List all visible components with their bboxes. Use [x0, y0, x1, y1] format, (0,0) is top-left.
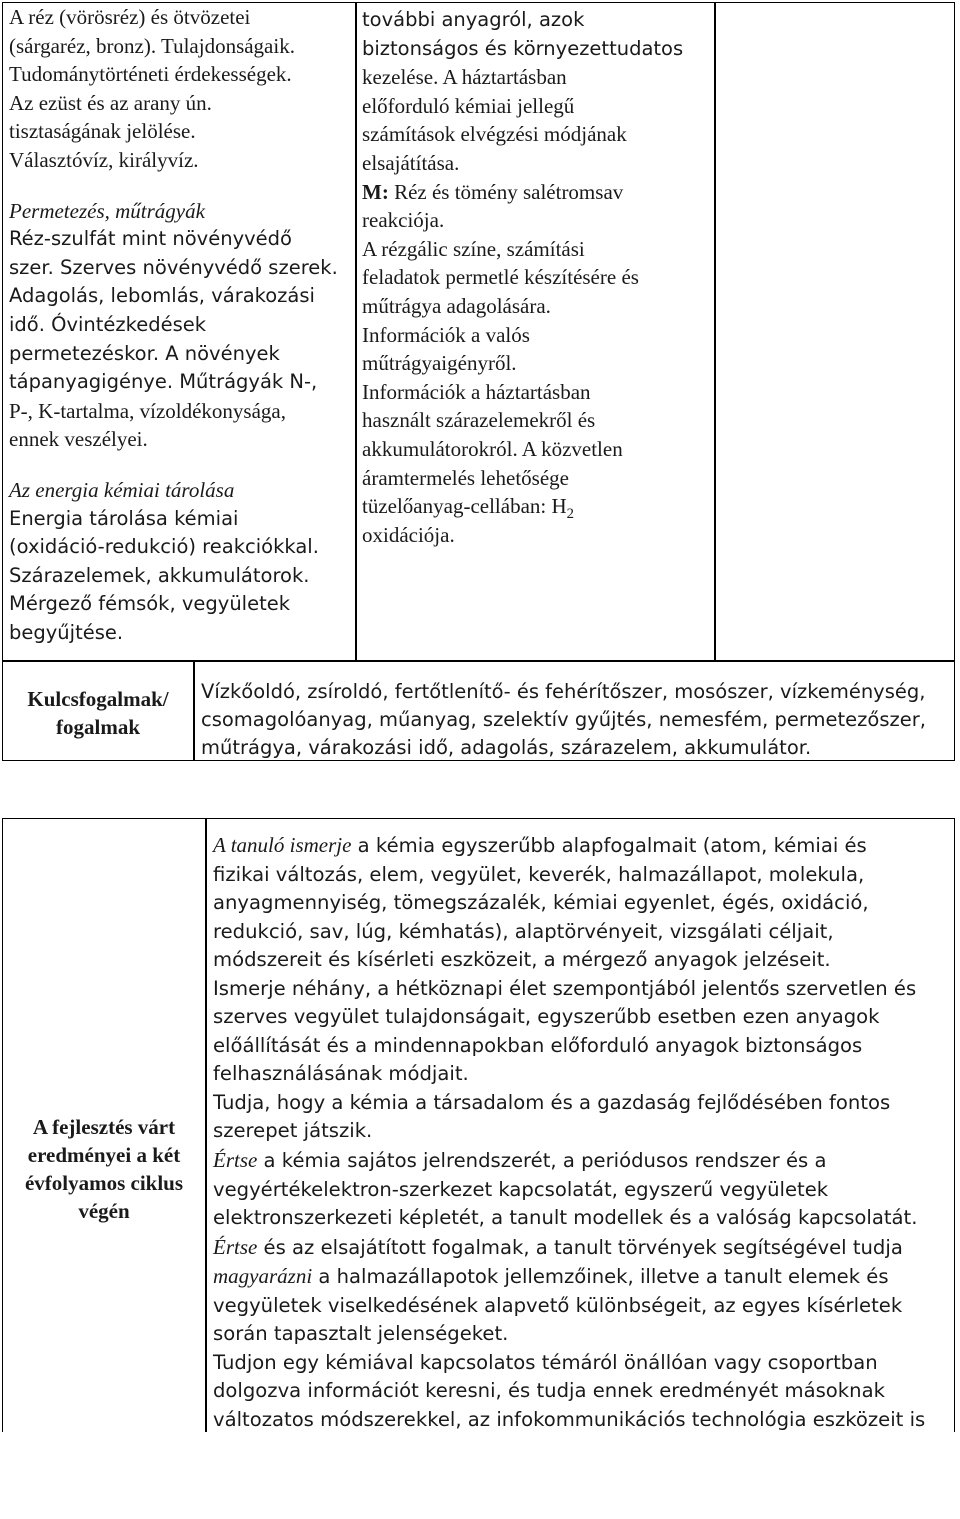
text-line: idő. Óvintézkedések — [9, 312, 207, 336]
emphasis: A tanuló ismerje — [213, 833, 352, 857]
fuel-cell-line — [362, 492, 707, 521]
text-line: P-, K-tartalma, vízoldékonysága, — [9, 398, 286, 423]
text-line: Tudja, hogy a kémia a társadalom és a gazdaság fejlődésében fontos — [213, 1090, 891, 1114]
text-line: redukció, sav, lúg, kémhatás), alaptörvényeit, vizsgálati céljait, — [213, 919, 834, 943]
topics-column — [9, 3, 355, 647]
text-span: a kémia sajátos jelrendszerét, a periódusos rendszer és a — [257, 1149, 827, 1173]
text-line — [213, 1233, 948, 1263]
text-line: (oxidáció-redukció) reakciókkal. — [9, 535, 319, 559]
label-line: végén — [78, 1199, 130, 1223]
emphasis: magyarázni — [213, 1264, 313, 1289]
text-line: dolgozva információt keresni, és tudja ennek eredményét másoknak — [213, 1379, 885, 1403]
expected-outcomes-text — [213, 831, 948, 1434]
text-line: előforduló kémiai jellegű — [362, 93, 575, 118]
text-line — [213, 831, 948, 861]
expected-outcomes-label — [3, 819, 205, 1519]
text-line: Ismerje néhány, a hétköznapi élet szempontjából jelentős szervetlen és — [213, 976, 917, 1000]
text-line: Adagolás, lebomlás, várakozási — [9, 284, 315, 308]
text-line: A réz (vörösréz) és ötvözetei — [9, 5, 251, 29]
text-line: Információk a valós — [362, 322, 530, 347]
subscript: 2 — [566, 506, 574, 523]
column-divider — [193, 661, 195, 761]
text-line: szer. Szerves növényvédő szerek. — [9, 255, 338, 279]
text-line: Információk a háztartásban — [362, 379, 591, 404]
text-line: Tudjon egy kémiával kapcsolatos témáról önállóan vagy csoportban — [213, 1350, 878, 1374]
text-line: Réz-szulfát mint növényvédő — [9, 227, 292, 251]
topic-title: Az energia kémiai tárolása — [9, 477, 235, 502]
spraying-topic — [9, 197, 355, 454]
emphasis: Értse — [213, 1234, 258, 1259]
text-line — [213, 1262, 948, 1292]
text-line: további anyagról, azok — [362, 8, 585, 31]
text-span: és az elsajátított fogalmak, a tanult törvények segítségével tudja — [257, 1235, 903, 1259]
text-line: csomagolóanyag, műanyag, szelektív gyűjtés, nemesfém, permetezőszer, — [201, 708, 926, 731]
text-line: (sárgaréz, bronz). Tulajdonságaik. — [9, 33, 295, 58]
text-line: akkumulátorokról. A közvetlen — [362, 436, 623, 461]
experiment-line — [362, 178, 707, 207]
text-line: biztonságos és környezettudatos — [362, 36, 684, 60]
curriculum-table-bottom — [2, 818, 955, 1432]
text-line: számítások elvégzési módjának — [362, 122, 627, 147]
text-line: változatos módszerekkel, az infokommunikációs technológia eszközeit is — [213, 1407, 926, 1431]
text-line: anyagmennyiség, tömegszázalék, kémiai egyenlet, égés, oxidáció, — [213, 891, 869, 915]
topic-title: Permetezés, műtrágyák — [9, 198, 205, 223]
text-line: műtrágya adagolására. — [362, 293, 551, 318]
text-line: elektronszerkezeti képletét, a tanult modellek és a valóság kapcsolatát. — [213, 1206, 918, 1230]
text-line: fizikai változás, elem, vegyület, keverék, halmazállapot, molekula, — [213, 862, 865, 886]
text-line: tisztaságának jelölése. — [9, 119, 196, 144]
text-line: szerves vegyület tulajdonságait, egyszerűbb esetben ezen anyagok — [213, 1005, 880, 1029]
label-line: évfolyamos ciklus — [24, 1171, 184, 1195]
text-line: Mérgező fémsók, vegyületek — [9, 592, 291, 616]
text-span: tüzelőanyag-cellában: H — [362, 494, 567, 519]
label-line: A fejlesztés várt — [32, 1115, 176, 1139]
text-line: tápanyagigénye. Műtrágyák N-, — [9, 370, 318, 394]
key-concepts-text — [201, 678, 953, 762]
text-line: Szárazelemek, akkumulátorok. — [9, 563, 310, 587]
text-line: felhasználásának módjait. — [213, 1062, 469, 1086]
text-span: a halmazállapotok jellemzőinek, illetve a tanult elemek és — [312, 1265, 889, 1289]
text-line: elsajátítása. — [362, 150, 460, 175]
label-line: fogalmak — [56, 714, 140, 739]
label-line: Kulcsfogalmak/ — [27, 686, 169, 711]
emphasis: Értse — [213, 1148, 258, 1173]
energy-topic — [9, 476, 355, 648]
text-line: oxidációja. — [362, 522, 455, 547]
text-line: módszereit és kísérleti eszközeit, a mérgező anyagok jelzéseit. — [213, 948, 831, 972]
text-line: kezelése. A háztartásban — [362, 65, 567, 90]
text-line: vegyértékelektron-szerkezet kapcsolatát, egyszerű vegyületek — [213, 1177, 829, 1201]
row-divider — [3, 660, 954, 662]
text-line: Vízkőoldó, zsíroldó, fertőtlenítő- és fehérítőszer, mosószer, vízkeménység, — [201, 680, 926, 703]
key-concepts-label — [3, 663, 193, 762]
copper-topic — [9, 3, 355, 175]
text-line: A rézgálic színe, számítási — [362, 236, 585, 261]
text-line: vegyületek viselkedésének alapvető különbségeit, az egyes kísérletek — [213, 1293, 903, 1317]
text-line: Energia tárolása kémiai — [9, 506, 239, 530]
text-line: begyűjtése. — [9, 620, 124, 644]
experiment-text: Réz és tömény salétromsav — [394, 179, 624, 204]
text-line: áramtermelés lehetősége — [362, 465, 569, 490]
text-line: műtrágyaigényről. — [362, 351, 517, 376]
column-divider — [355, 3, 357, 661]
text-line: használt szárazelemekről és — [362, 408, 596, 433]
text-line: során tapasztalt jelenségeket. — [213, 1322, 509, 1346]
curriculum-table-top — [2, 2, 955, 761]
text-line: feladatok permetlé készítésére és — [362, 265, 639, 290]
text-line: reakciója. — [362, 208, 445, 233]
label-line: eredményei a két — [27, 1143, 181, 1167]
text-line: műtrágya, várakozási idő, adagolás, szárazelem, akkumulátor. — [201, 736, 812, 759]
text-line: Választóvíz, királyvíz. — [9, 147, 199, 172]
text-line: permetezéskor. A növények — [9, 341, 280, 365]
text-line: szerepet játszik. — [213, 1119, 373, 1143]
text-line: ennek veszélyei. — [9, 427, 148, 452]
activities-column — [362, 6, 707, 549]
experiment-label: M: — [362, 179, 389, 204]
text-span: a kémia egyszerűbb alapfogalmait (atom, kémiai és — [351, 834, 867, 857]
column-divider — [205, 819, 207, 1432]
text-line — [213, 1146, 948, 1176]
text-line: Az ezüst és az arany ún. — [9, 90, 212, 115]
text-line: előállítását és a mindennapokban előforduló anyagok biztonságos — [213, 1033, 863, 1057]
text-line: Tudománytörténeti érdekességek. — [9, 62, 292, 87]
column-divider — [714, 3, 716, 661]
